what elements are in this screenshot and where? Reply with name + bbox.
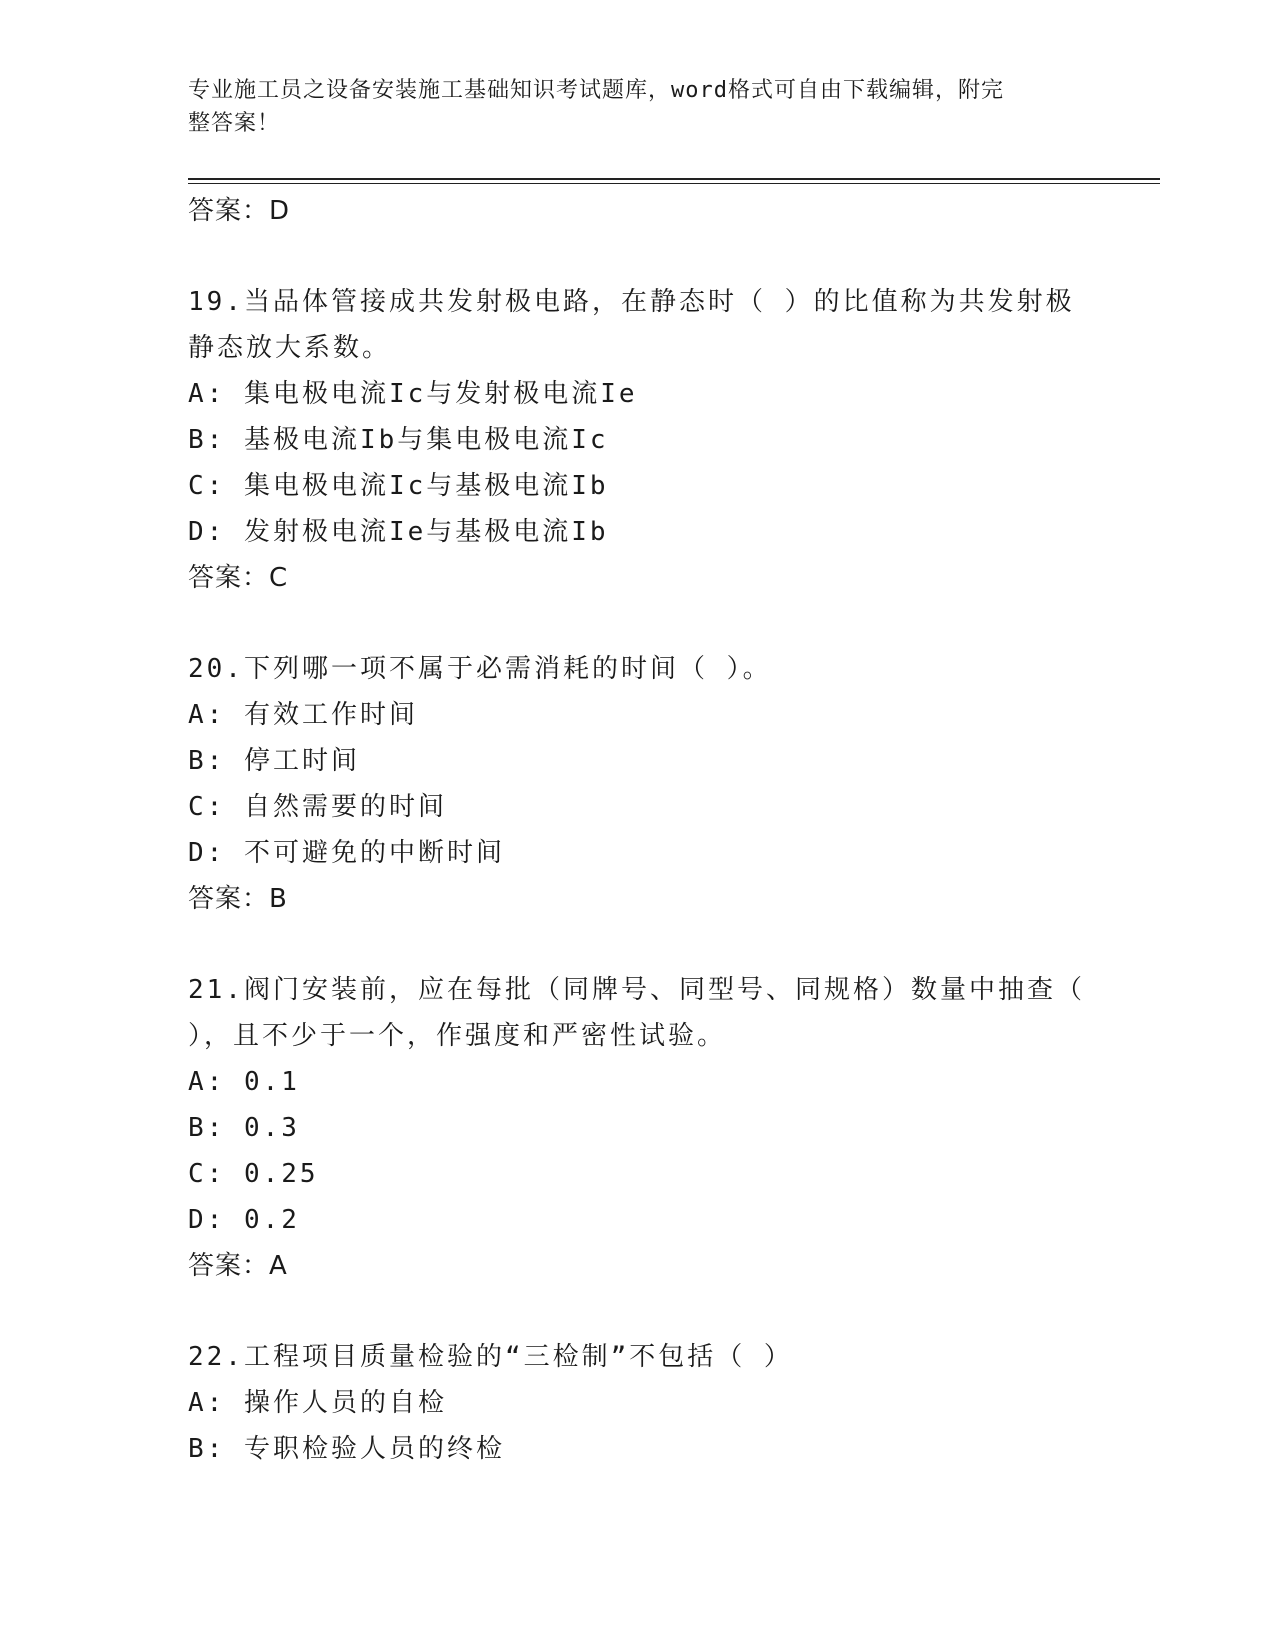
- question-list: [188, 188, 1088, 1472]
- option-c: C: 0.25: [188, 1159, 319, 1189]
- question-19: [188, 279, 1088, 601]
- header-line-1: 专业施工员之设备安装施工基础知识考试题库，word格式可自由下载编辑，附完: [188, 78, 1004, 103]
- header-divider: [188, 178, 1160, 184]
- option-c: C: 集电极电流Ic与基极电流Ib: [188, 471, 609, 501]
- header-line-2: 整答案！: [188, 111, 281, 136]
- spacer: [188, 601, 1088, 646]
- question-text: 21.阀门安装前，应在每批（同牌号、同型号、同规格）数量中抽查（: [188, 975, 1085, 1005]
- question-text: ），且不少于一个，作强度和严密性试验。: [188, 1021, 727, 1051]
- option-c: C: 自然需要的时间: [188, 792, 447, 822]
- answer-line: 答案：B: [188, 884, 288, 914]
- option-b: B: 停工时间: [188, 746, 360, 776]
- option-a: A: 有效工作时间: [188, 700, 418, 730]
- spacer: [188, 234, 1088, 279]
- option-b: B: 基极电流Ib与集电极电流Ic: [188, 425, 609, 455]
- answer-line: 答案：C: [188, 563, 289, 593]
- option-b: B: 专职检验人员的终检: [188, 1434, 505, 1464]
- option-d: D: 发射极电流Ie与基极电流Ib: [188, 517, 609, 547]
- question-text: 20.下列哪一项不属于必需消耗的时间（ ）。: [188, 654, 772, 684]
- question-20: [188, 646, 1088, 922]
- question-text: 22.工程项目质量检验的“三检制”不包括（ ）: [188, 1342, 793, 1372]
- option-a: A: 集电极电流Ic与发射极电流Ie: [188, 379, 638, 409]
- answer-line: 答案：D: [188, 196, 291, 226]
- question-text: 静态放大系数。: [188, 333, 392, 363]
- question-text: 19.当品体管接成共发射极电路，在静态时（ ）的比值称为共发射极: [188, 287, 1075, 317]
- question-22: [188, 1334, 1088, 1472]
- spacer: [188, 1289, 1088, 1334]
- question-21: [188, 967, 1088, 1289]
- spacer: [188, 922, 1088, 967]
- option-a: A: 0.1: [188, 1067, 300, 1097]
- answer-line: 答案：A: [188, 1251, 288, 1281]
- option-a: A: 操作人员的自检: [188, 1388, 447, 1418]
- option-b: B: 0.3: [188, 1113, 300, 1143]
- option-d: D: 不可避免的中断时间: [188, 838, 505, 868]
- option-d: D: 0.2: [188, 1205, 300, 1235]
- document-header: [188, 74, 1068, 140]
